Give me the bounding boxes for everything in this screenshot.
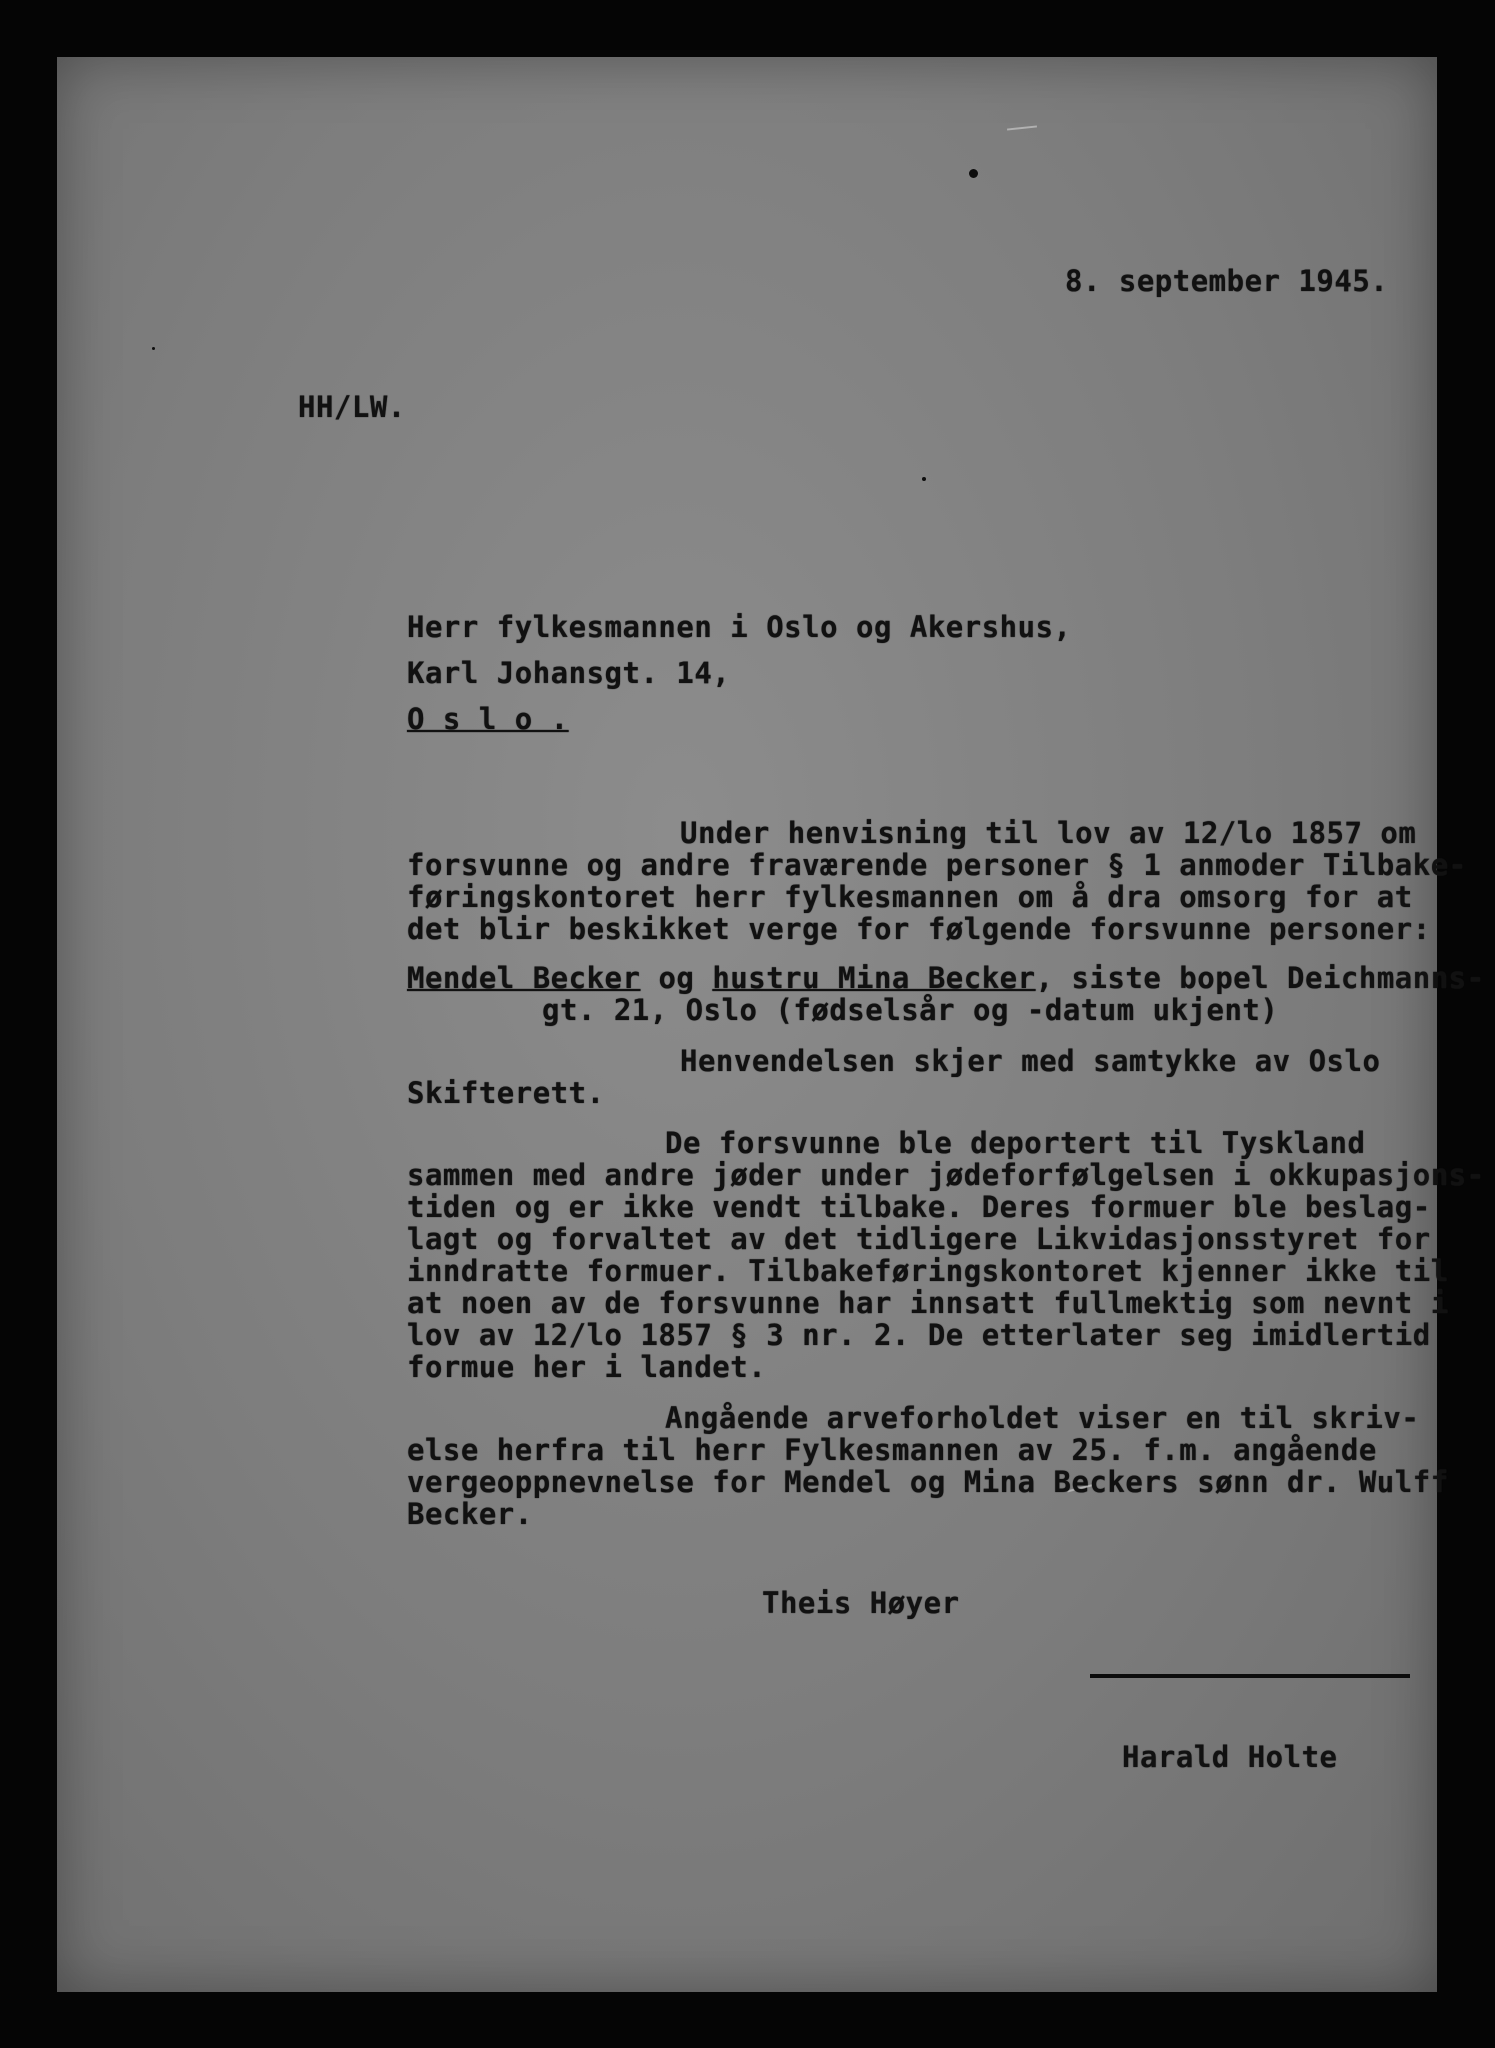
ink-speck <box>922 477 926 481</box>
recipient-city: O s l o . <box>407 702 569 736</box>
para4-line-3: vergeoppnevnelse for Mendel og Mina Beckers sønn dr. Wulff <box>407 1465 1449 1499</box>
ink-speck <box>969 169 978 178</box>
person-name-mendel: Mendel Becker <box>407 961 641 995</box>
para3-line-3: tiden og er ikke vendt tilbake. Deres formuer ble beslag- <box>407 1190 1431 1224</box>
recipient-line-2: Karl Johansgt. 14, <box>407 656 731 690</box>
reference-initials: HH/LW. <box>298 390 406 424</box>
para1-line-1: Under henvisning til lov av 12/lo 1857 om <box>680 816 1417 850</box>
para3-line-1: De forsvunne ble deportert til Tyskland <box>665 1126 1366 1160</box>
para2-line-1: Henvendelsen skjer med samtykke av Oslo <box>680 1044 1381 1078</box>
para3-line-4: lagt og forvaltet av det tidligere Likvidasjonsstyret for <box>407 1222 1431 1256</box>
recipient-line-1: Herr fylkesmannen i Oslo og Akershus, <box>407 610 1072 644</box>
para3-line-7: lov av 12/lo 1857 § 3 nr. 2. De etterlater seg imidlertid <box>407 1318 1431 1352</box>
persons-line-1 <box>407 962 1485 995</box>
persons-line-2: gt. 21, Oslo (fødselsår og -datum ukjent) <box>542 993 1279 1027</box>
persons-og: og <box>640 961 713 995</box>
para3-line-6: at noen av de forsvunne har innsatt fullmektig som nevnt i <box>407 1286 1449 1320</box>
letter-date: 8. september 1945. <box>1065 264 1389 298</box>
para3-line-8: formue her i landet. <box>407 1350 767 1384</box>
persons-address-start: , siste bopel Deichmanns- <box>1035 961 1485 995</box>
ink-speck <box>152 347 155 350</box>
signature-harald-holte: Harald Holte <box>1122 1740 1338 1774</box>
document-page <box>57 57 1485 1992</box>
signature-line <box>1090 1674 1410 1678</box>
para1-line-3: føringskontoret herr fylkesmannen om å dra omsorg for at <box>407 880 1413 914</box>
person-name-mina: hustru Mina Becker <box>712 961 1036 995</box>
para4-line-2: else herfra til herr Fylkesmannen av 25. f.m. angående <box>407 1433 1377 1467</box>
para4-line-1: Angående arveforholdet viser en til skriv- <box>665 1401 1420 1435</box>
para3-line-2: sammen med andre jøder under jødeforfølgelsen i okkupasjons- <box>407 1158 1485 1192</box>
scan-scratch <box>1007 125 1037 130</box>
para2-line-2: Skifterett. <box>407 1076 605 1110</box>
para3-line-5: inndratte formuer. Tilbakeføringskontoret kjenner ikke til <box>407 1254 1449 1288</box>
para1-line-2: forsvunne og andre fraværende personer § 1 anmoder Tilbake- <box>407 848 1467 882</box>
para1-line-4: det blir beskikket verge for følgende forsvunne personer: <box>407 912 1431 946</box>
signature-theis-hoyer: Theis Høyer <box>762 1586 960 1620</box>
para4-line-4: Becker. <box>407 1497 533 1531</box>
